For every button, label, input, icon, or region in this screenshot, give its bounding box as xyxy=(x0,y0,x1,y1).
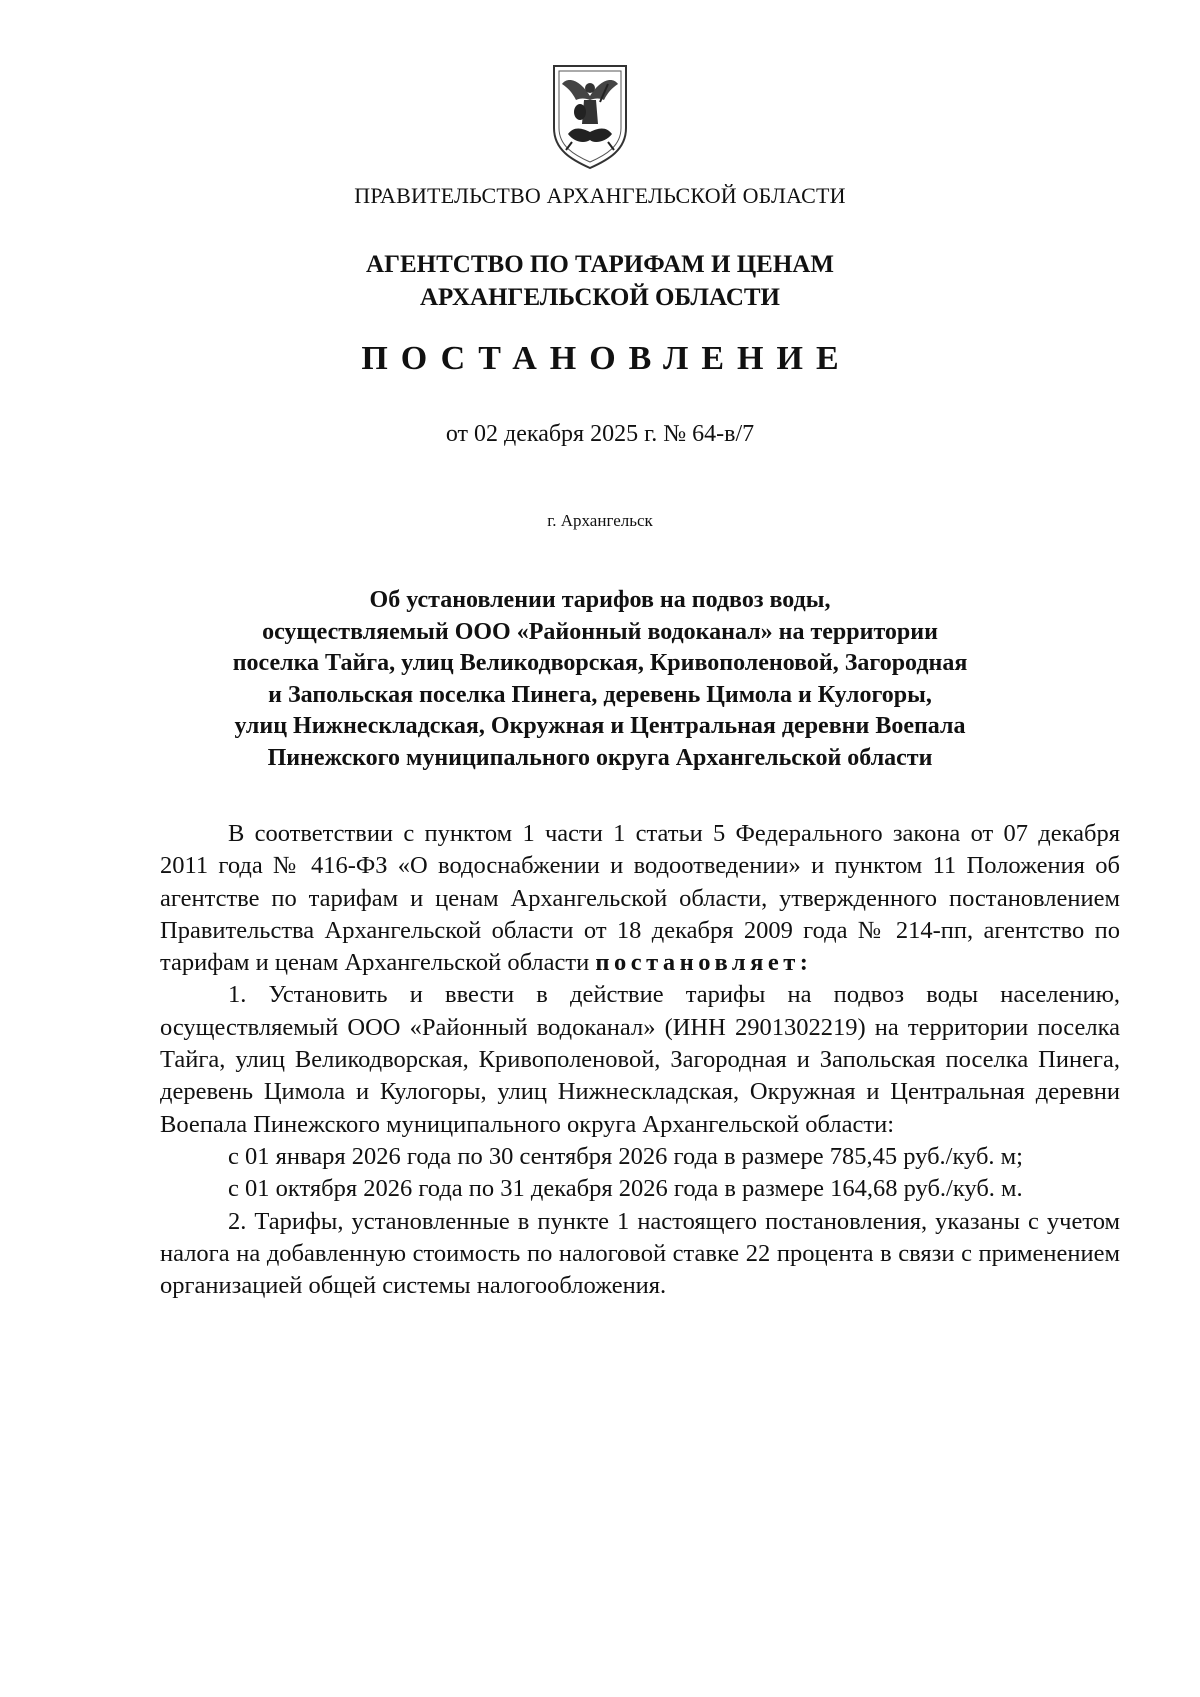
document-heading xyxy=(160,585,1040,774)
preamble-paragraph xyxy=(160,818,1120,979)
resolves-keyword: постановляет: xyxy=(595,949,813,977)
government-title: ПРАВИТЕЛЬСТВО АРХАНГЕЛЬСКОЙ ОБЛАСТИ xyxy=(354,183,846,208)
tariff-period-1: с 01 января 2026 года по 30 сентября 2026 года в размере 785,45 руб./куб. м; xyxy=(228,1142,1023,1170)
document-city: г. Архангельск xyxy=(547,511,653,530)
document-body xyxy=(160,818,1120,1302)
document-type: ПОСТАНОВЛЕНИЕ xyxy=(361,340,852,377)
tariff-period-2: с 01 октября 2026 года по 31 декабря 2026 года в размере 164,68 руб./куб. м. xyxy=(228,1175,1023,1203)
heading-line: улиц Нижнескладская, Окружная и Центральная деревни Воепала xyxy=(234,713,966,739)
agency-title-line-1: АГЕНТСТВО ПО ТАРИФАМ И ЦЕНАМ xyxy=(366,251,834,278)
heading-line: и Запольская поселка Пинега, деревень Цимола и Кулогоры, xyxy=(268,681,932,708)
document-date-number: от 02 декабря 2025 г. № 64-в/7 xyxy=(445,421,755,447)
heading-line: Об установлении тарифов на подвоз воды, xyxy=(369,587,831,613)
heading-line: поселка Тайга, улиц Великодворская, Кривополеновой, Загородная xyxy=(232,650,968,676)
heading-line: осуществляемый ООО «Районный водоканал» на территории xyxy=(262,618,938,645)
coat-of-arms-emblem xyxy=(550,62,630,170)
agency-title-line-2: АРХАНГЕЛЬСКОЙ ОБЛАСТИ xyxy=(420,284,780,311)
item-2-paragraph: 2. Тарифы, установленные в пункте 1 настоящего постановления, указаны с учетом налога на добавленную стоимость по налоговой ставке 22 процента в связи с применением организацией общей системы налогообложения. xyxy=(160,1207,1120,1300)
heading-line: Пинежского муниципального округа Архангельской области xyxy=(267,744,933,771)
item-1-paragraph: 1. Установить и ввести в действие тарифы на подвоз воды населению, осуществляемый ООО «Районный водоканал» (ИНН 2901302219) на территории поселка Тайга, улиц Великодворская, Кривополеновой, Загородная и Запольская поселка Пинега, деревень Цимола и Кулогоры, улиц Нижнескладская, Окружная и Центральная деревни Воепала Пинежского муниципального округа Архангельской области: xyxy=(160,981,1120,1138)
preamble-text: В соответствии с пунктом 1 части 1 статьи 5 Федерального закона от 07 декабря 2011 года № 416-ФЗ «О водоснабжении и водоотведении» и пунктом 11 Положения об агентстве по тарифам и ценам Архангельской области, утвержденного постановлением Правительства Архангельской области от 18 декабря 2009 года № 214-пп, агентство по тарифам и ценам Архангельской области xyxy=(160,820,1120,977)
agency-title xyxy=(0,248,1200,314)
